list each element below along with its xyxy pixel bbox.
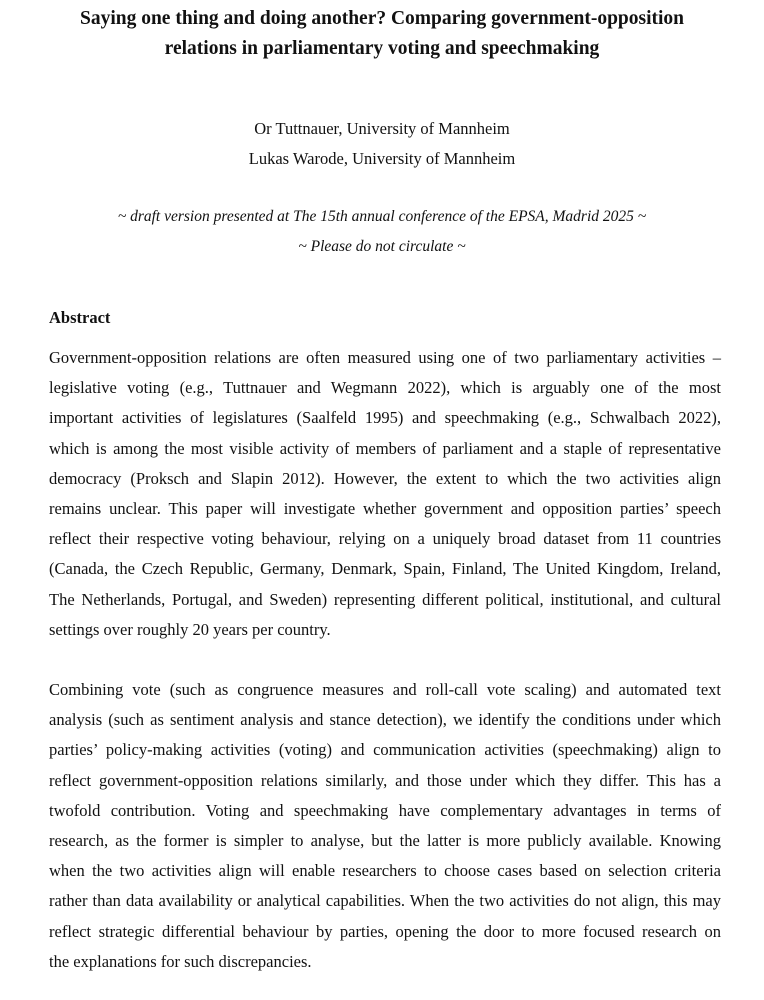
abstract-paragraph-2 — [49, 675, 721, 977]
title-line: Saying one thing and doing another? Comparing government-opposition — [79, 8, 685, 29]
text-line: remains unclear. This paper will investigate whether government and opposition parties’ speech — [49, 499, 721, 519]
text-line: legislative voting (e.g., Tuttnauer and Wegmann 2022), which is arguably one of the most — [49, 378, 721, 398]
text-line: which is among the most visible activity of members of parliament and a staple of representative — [49, 438, 721, 458]
text-line: twofold contribution. Voting and speechmaking have complementary advantages in terms of — [49, 800, 721, 820]
text-line: Combining vote (such as congruence measures and roll-call vote scaling) and automated text — [49, 680, 721, 699]
text-line: Government-opposition relations are often measured using one of two parliamentary activities – — [49, 348, 721, 367]
title-line: relations in parliamentary voting and speechmaking — [164, 38, 600, 59]
circulation-note: ~ Please do not circulate ~ — [298, 238, 466, 255]
text-line: settings over roughly 20 years per country. — [49, 619, 331, 639]
text-line: the explanations for such discrepancies. — [49, 951, 312, 971]
author-line: Or Tuttnauer, University of Mannheim — [254, 119, 510, 138]
text-line: (Canada, the Czech Republic, Germany, Denmark, Spain, Finland, The United Kingdom, Ireland, — [49, 559, 721, 579]
text-line: The Netherlands, Portugal, and Sweden) representing different political, institutional, and cultural — [49, 589, 721, 609]
draft-version-note: ~ draft version presented at The 15th annual conference of the EPSA, Madrid 2025 ~ — [117, 208, 647, 225]
text-line: rather than data availability or analytical capabilities. When the two activities do not align, this may — [49, 891, 721, 911]
text-line: important activities of legislatures (Saalfeld 1995) and speechmaking (e.g., Schwalbach 2022), — [49, 408, 721, 428]
text-line: analysis (such as sentiment analysis and stance detection), we identify the conditions under which — [49, 710, 721, 730]
text-line: parties’ policy-making activities (voting) and communication activities (speechmaking) align to — [49, 740, 721, 760]
paper-title — [30, 4, 734, 64]
text-line: reflect strategic differential behaviour by parties, opening the door to more focused research on — [49, 921, 721, 941]
author-line: Lukas Warode, University of Mannheim — [248, 149, 516, 168]
author-list — [0, 114, 764, 174]
text-line: when the two activities align will enable researchers to choose cases based on selection criteria — [49, 861, 721, 881]
draft-notice — [0, 202, 764, 262]
text-line: reflect government-opposition relations similarly, and those under which they differ. This has a — [49, 770, 721, 790]
abstract-heading: Abstract — [49, 308, 111, 327]
text-line: democracy (Proksch and Slapin 2012). However, the extent to which the two activities align — [49, 468, 721, 488]
text-line: research, as the former is simpler to analyse, but the latter is more publicly available. Knowing — [49, 831, 721, 851]
abstract-paragraph-1 — [49, 343, 721, 645]
text-line: reflect their respective voting behaviour, relying on a uniquely broad dataset from 11 countries — [49, 529, 721, 549]
